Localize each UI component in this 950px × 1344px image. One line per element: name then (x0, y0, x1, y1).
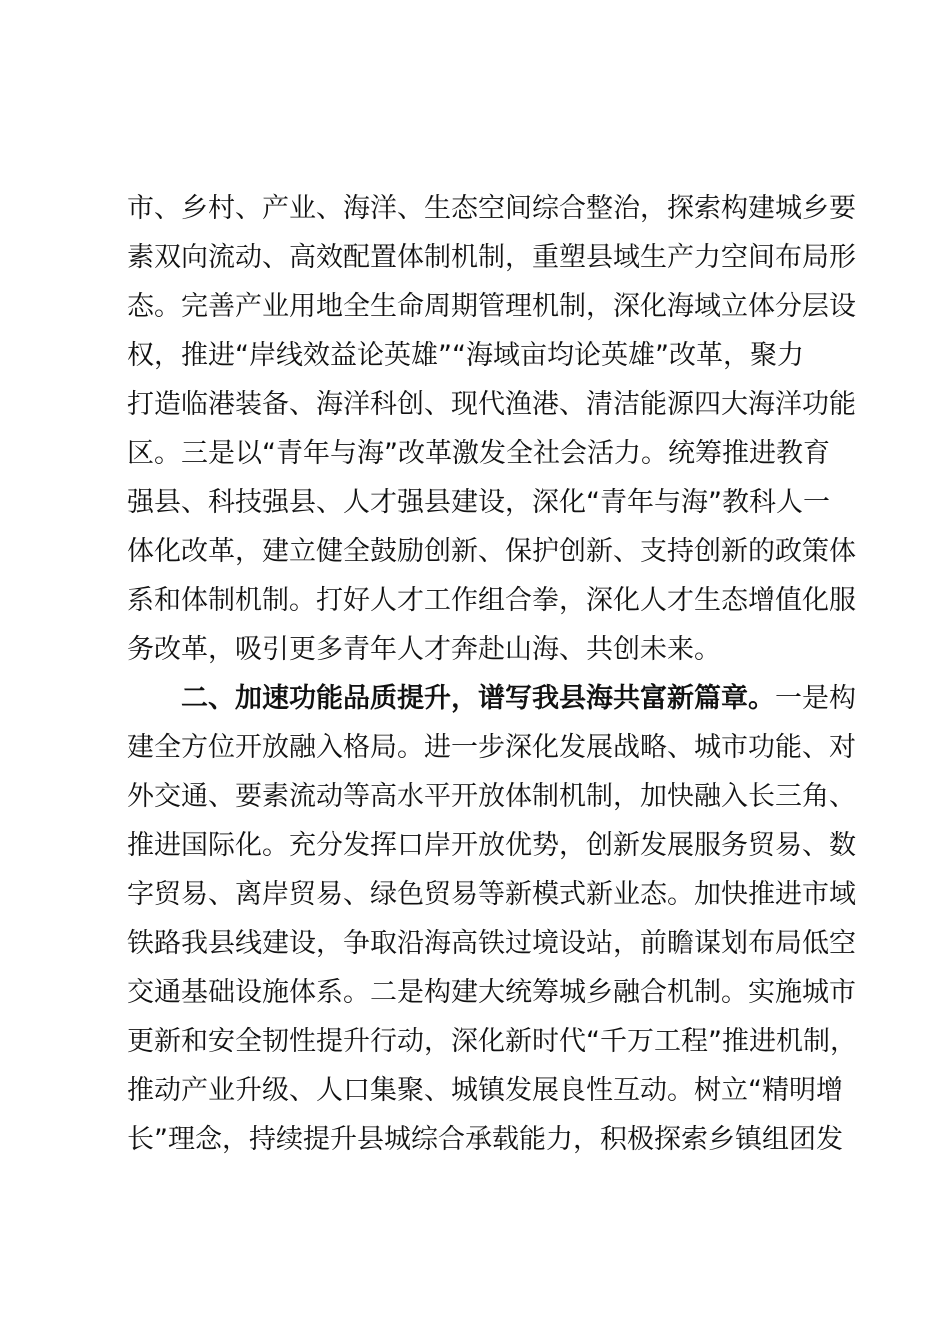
document-body (127, 184, 867, 1164)
text-line: 体化改革，建立健全鼓励创新、保护创新、支持创新的政策体 (127, 536, 856, 567)
text-line: 素双向流动、高效配置体制机制，重塑县域生产力空间布局形 (127, 242, 856, 273)
text-line: 市、乡村、产业、海洋、生态空间综合整治，探索构建城乡要 (127, 193, 856, 224)
text-line: 字贸易、离岸贸易、绿色贸易等新模式新业态。加快推进市域 (127, 879, 856, 910)
section-heading: 二、加速功能品质提升，谱写我县海共富新篇章。 (181, 683, 775, 714)
text-line: 建全方位开放融入格局。进一步深化发展战略、城市功能、对 (127, 732, 856, 763)
text-line: 更新和安全韧性提升行动，深化新时代“千万工程”推进机制， (127, 1026, 857, 1057)
text-line: 态。完善产业用地全生命周期管理机制，深化海域立体分层设 (127, 291, 856, 322)
paragraph-2-first-line (127, 674, 867, 723)
text-line: 务改革，吸引更多青年人才奔赴山海、共创未来。 (127, 634, 721, 665)
text-line: 区。三是以“青年与海”改革激发全社会活力。统筹推进教育 (127, 438, 830, 469)
text-line: 长”理念，持续提升县城综合承载能力，积极探索乡镇组团发 (127, 1124, 843, 1155)
text-line: 强县、科技强县、人才强县建设，深化“青年与海”教科人一 (127, 487, 830, 518)
text-line: 推进国际化。充分发挥口岸开放优势，创新发展服务贸易、数 (127, 830, 856, 861)
text-line: 推动产业升级、人口集聚、城镇发展良性互动。树立“精明增 (127, 1075, 843, 1106)
text-line: 打造临港装备、海洋科创、现代渔港、清洁能源四大海洋功能 (127, 389, 856, 420)
paragraph-1 (127, 184, 867, 674)
text-line: 权，推进“岸线效益论英雄”“海域亩均论英雄”改革，聚力 (127, 340, 804, 371)
text-line: 铁路我县线建设，争取沿海高铁过境设站，前瞻谋划布局低空 (127, 928, 856, 959)
text-fragment: 一是构 (775, 683, 856, 714)
text-line: 外交通、要素流动等高水平开放体制机制，加快融入长三角、 (127, 781, 856, 812)
text-line: 交通基础设施体系。二是构建大统筹城乡融合机制。实施城市 (127, 977, 856, 1008)
text-line: 系和体制机制。打好人才工作组合拳，深化人才生态增值化服 (127, 585, 856, 616)
paragraph-2 (127, 674, 867, 1164)
